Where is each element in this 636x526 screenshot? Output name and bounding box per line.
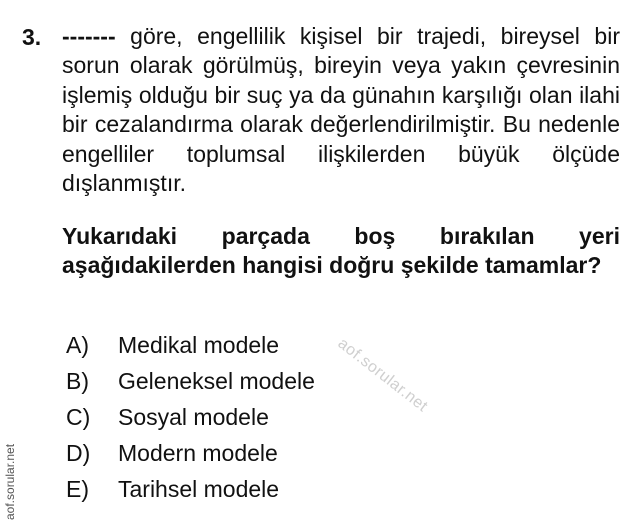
question-prompt: Yukarıdaki parçada boş bırakılan yeri aşağıdakilerden hangisi doğru şekilde tamamlar? [62,223,620,279]
answer-options [66,330,315,510]
question-number: 3. [22,24,42,50]
option-text: Tarihsel modele [118,476,280,502]
option-d[interactable] [66,438,315,474]
question-passage [62,22,620,198]
option-text: Medikal modele [118,332,280,358]
option-b[interactable] [66,366,315,402]
option-e[interactable] [66,474,315,510]
option-c[interactable] [66,402,315,438]
option-letter: C) [66,404,91,430]
option-text: Geleneksel modele [118,368,315,394]
option-text: Sosyal modele [118,404,269,430]
watermark-diagonal: aof.sorular.net [334,335,431,416]
option-letter: D) [66,440,91,466]
option-letter: A) [66,332,89,358]
option-a[interactable] [66,330,315,366]
option-letter: B) [66,368,89,394]
option-text: Modern modele [118,440,278,466]
option-letter: E) [66,476,89,502]
watermark-side: aof.sorular.net [3,443,17,520]
passage-text: göre, engellilik kişisel bir trajedi, bireysel bir sorun olarak görülmüş, bireyin veya yakın çevresinin işlemiş olduğu bir suç ya da günahın karşılığı olan ilahi bir cezalandırma olarak değerlendirilmiştir. Bu nedenle engelliler toplumsal ilişkilerden büyük ölçüde dışlanmıştır. [62,23,620,197]
blank-placeholder: ------- [62,23,116,49]
